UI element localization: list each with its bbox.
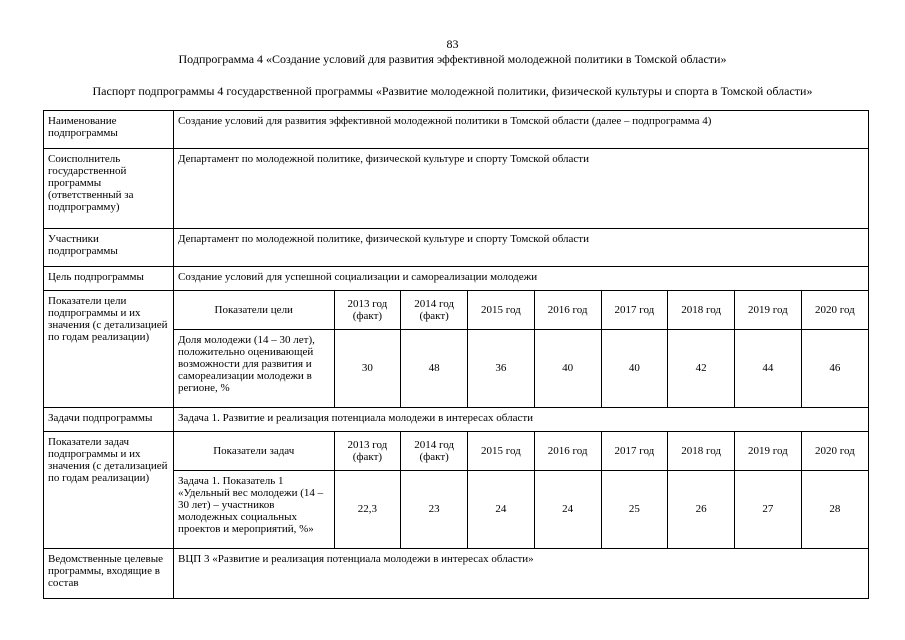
row-value: Задача 1. Развитие и реализация потенциала молодежи в интересах области xyxy=(174,408,869,432)
row-task-indicators xyxy=(44,432,869,549)
goal-indicators-values xyxy=(174,329,868,407)
indicator-value: 42 xyxy=(668,329,735,407)
year-header: 2015 год xyxy=(468,432,535,470)
indicator-value: 23 xyxy=(401,470,468,548)
header-label: Показатели задач xyxy=(174,432,334,470)
task-indicators-values xyxy=(174,470,868,548)
indicator-value: 25 xyxy=(601,470,668,548)
row-label: Соисполнитель государственной программы (ответственный за подпрограмму) xyxy=(44,149,174,229)
indicator-value: 28 xyxy=(801,470,868,548)
year-header: 2020 год xyxy=(801,291,868,329)
year-header: 2019 год xyxy=(735,432,802,470)
task-indicators-cell xyxy=(174,432,869,549)
indicator-value: 24 xyxy=(468,470,535,548)
row-label: Наименование подпрограммы xyxy=(44,111,174,149)
row-value: ВЦП 3 «Развитие и реализация потенциала молодежи в интересах области» xyxy=(174,549,869,599)
subprogram-title: Подпрограмма 4 «Создание условий для развития эффективной молодежной политики в Томской области» xyxy=(178,52,727,66)
indicator-value: 44 xyxy=(735,329,802,407)
goal-indicators-table xyxy=(174,291,868,407)
indicator-label: Доля молодежи (14 – 30 лет), положительно оценивающей возможности для развития и самореализации молодежи в регионе, % xyxy=(174,329,334,407)
indicator-value: 30 xyxy=(334,329,401,407)
indicator-value: 24 xyxy=(534,470,601,548)
indicator-value: 48 xyxy=(401,329,468,407)
page-number: 83 xyxy=(446,37,459,51)
indicator-label: Задача 1. Показатель 1 «Удельный вес молодежи (14 – 30 лет) – участников молодежных социальных проектов и мероприятий, %» xyxy=(174,470,334,548)
row-value: Создание условий для успешной социализации и самореализации молодежи xyxy=(174,267,869,291)
year-header: 2016 год xyxy=(534,291,601,329)
year-header: 2013 год (факт) xyxy=(334,291,401,329)
year-header: 2020 год xyxy=(801,432,868,470)
indicator-value: 36 xyxy=(468,329,535,407)
indicator-value: 26 xyxy=(668,470,735,548)
year-header: 2017 год xyxy=(601,432,668,470)
row-label: Участники подпрограммы xyxy=(44,229,174,267)
goal-indicators-header xyxy=(174,291,868,329)
row-coexecutor xyxy=(44,149,869,229)
row-label: Цель подпрограммы xyxy=(44,267,174,291)
task-indicators-header xyxy=(174,432,868,470)
indicator-value: 40 xyxy=(601,329,668,407)
year-header: 2014 год (факт) xyxy=(401,291,468,329)
row-label: Показатели задач подпрограммы и их значения (с детализацией по годам реализации) xyxy=(44,432,174,549)
year-header: 2018 год xyxy=(668,432,735,470)
passport-table xyxy=(43,110,869,599)
row-tasks xyxy=(44,408,869,432)
row-value: Создание условий для развития эффективной молодежной политики в Томской области (далее – подпрограмма 4) xyxy=(174,111,869,149)
year-header: 2015 год xyxy=(468,291,535,329)
row-participants xyxy=(44,229,869,267)
row-label: Ведомственные целевые программы, входящие в состав xyxy=(44,549,174,599)
row-programs xyxy=(44,549,869,599)
indicator-value: 27 xyxy=(735,470,802,548)
row-label: Задачи подпрограммы xyxy=(44,408,174,432)
row-value: Департамент по молодежной политике, физической культуре и спорту Томской области xyxy=(174,149,869,229)
indicator-value: 46 xyxy=(801,329,868,407)
year-header: 2013 год (факт) xyxy=(334,432,401,470)
goal-indicators-cell xyxy=(174,291,869,408)
task-indicators-table xyxy=(174,432,868,548)
row-goal xyxy=(44,267,869,291)
year-header: 2016 год xyxy=(534,432,601,470)
year-header: 2019 год xyxy=(735,291,802,329)
year-header: 2018 год xyxy=(668,291,735,329)
row-label: Показатели цели подпрограммы и их значения (с детализацией по годам реализации) xyxy=(44,291,174,408)
year-header: 2014 год (факт) xyxy=(401,432,468,470)
indicator-value: 22,3 xyxy=(334,470,401,548)
row-value: Департамент по молодежной политике, физической культуре и спорту Томской области xyxy=(174,229,869,267)
indicator-value: 40 xyxy=(534,329,601,407)
header-label: Показатели цели xyxy=(174,291,334,329)
row-goal-indicators xyxy=(44,291,869,408)
year-header: 2017 год xyxy=(601,291,668,329)
row-name xyxy=(44,111,869,149)
passport-heading: Паспорт подпрограммы 4 государственной программы «Развитие молодежной политики, физической культуры и спорта в Томской области» xyxy=(92,84,813,98)
